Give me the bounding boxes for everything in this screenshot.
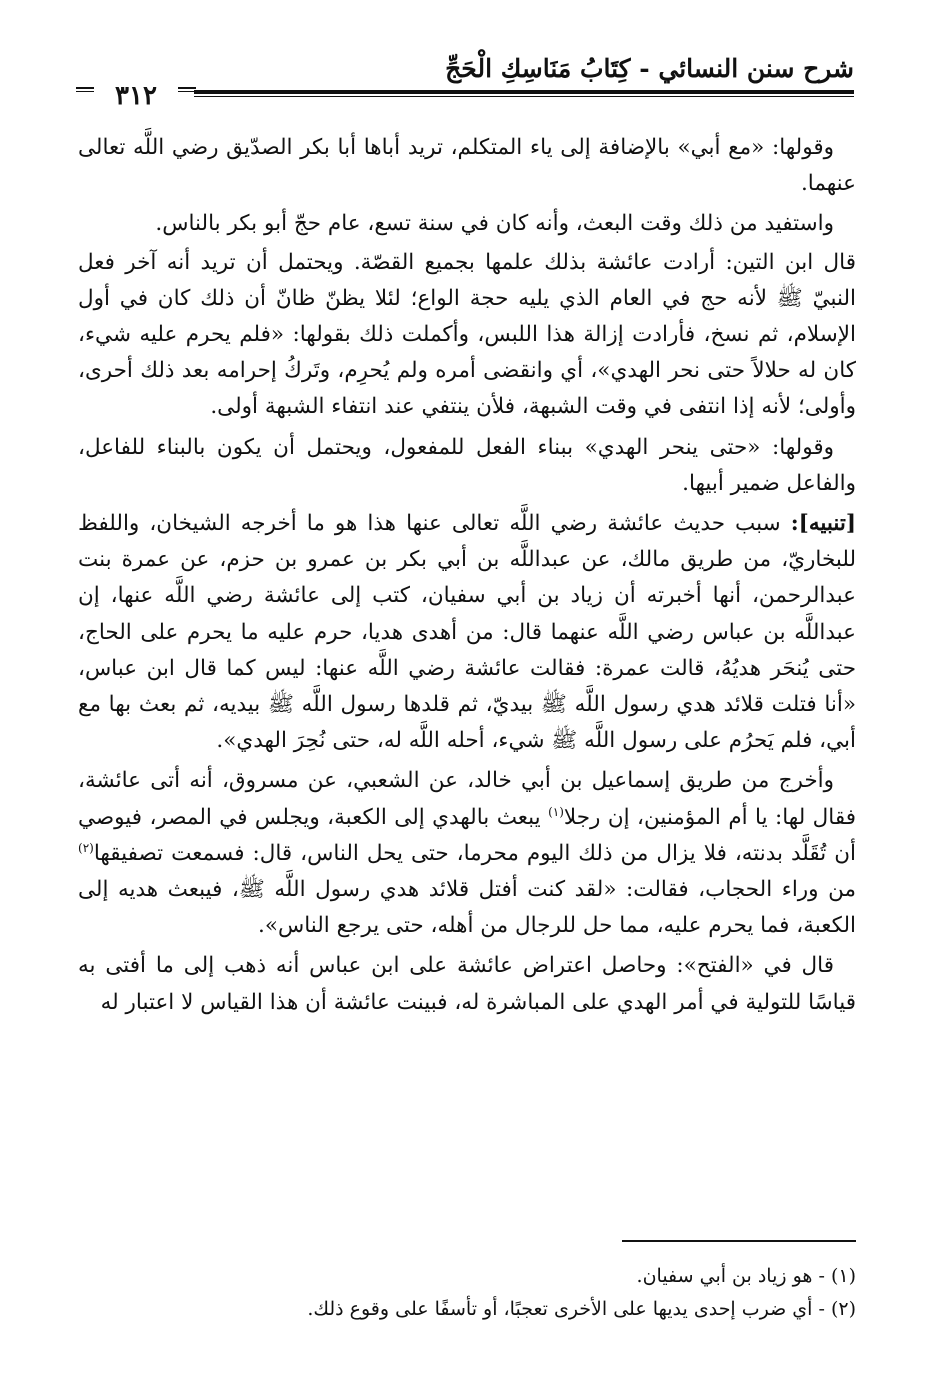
- paragraph-masruq: [78, 763, 856, 944]
- footnote-1: (١) - هو زياد بن أبي سفيان.: [636, 1265, 856, 1287]
- paragraph-bath-time: واستفيد من ذلك وقت البعث، وأنه كان في سنة تسع، عام حجّ أبو بكر بالناس.: [155, 211, 834, 237]
- footnote-ref-1[interactable]: (١): [548, 804, 564, 819]
- tanbih-label: [تنبيه]:: [790, 511, 856, 537]
- footnotes: [78, 1260, 856, 1326]
- paragraph-fath: قال في «الفتح»: وحاصل اعتراض عائشة على ابن عباس أنه ذهب إلى ما أفتى به قياسًا للتولية في أمر الهدي على المباشرة له، فبينت عائشة أن هذا القياس لا اعتبار له: [78, 953, 856, 1015]
- header-title: شرح سنن النسائي - كِتَابُ مَنَاسِكِ الْحَجِّ: [445, 54, 854, 83]
- paragraph-ma-abi: وقولها: «مع أبي» بالإضافة إلى ياء المتكلم، تريد أباها أبا بكر الصدّيق رضي اللَّه تعالى عنهما.: [78, 135, 856, 197]
- paragraph-ibn-tin: قال ابن التين: أرادت عائشة بذلك علمها بجميع القصّة. ويحتمل أن تريد أنه آخر فعل النبيّ ﷺ لأنه حج في العام الذي يليه حجة الواع؛ لئلا يظنّ ظانّ أن ذلك كان في أول الإسلام، ثم نسخ، فأرادت إزالة هذا اللبس، وأكملت ذلك بقولها: «فلم يحرم عليه شيء، كان له حلالاً حتى نحر الهدي»، أي وانقضى أمره ولم يُحرِم، وتَركُ إحرامه بعد ذلك أحرى، وأولى؛ لأنه إذا انتفى في وقت الشبهة، فلأن ينتفي عند انتفاء الشبهة أولى.: [78, 249, 856, 420]
- page-number: ٣١٢: [78, 80, 194, 112]
- footnote-ref-2[interactable]: (٢): [78, 840, 94, 855]
- paragraph-yanhar: وقولها: «حتى ينحر الهدي» ببناء الفعل للمفعول، ويحتمل أن يكون بالبناء للفاعل، والفاعل ضمير أبيها.: [78, 434, 856, 496]
- tanbih-text: سبب حديث عائشة رضي اللَّه تعالى عنها هذا هو ما أخرجه الشيخان، واللفظ للبخاريّ، من طريق مالك، عن عبداللَّه بن أبي بكر بن عمرو بن حزم، عن عمرة بنت عبدالرحمن، أنها أخبرته أن زياد بن أبي سفيان، كتب إلى عائشة رضي اللَّه عنها، إن عبداللَّه بن عباس رضي اللَّه عنهما قال: من أهدى هديا، حرم عليه ما يحرم على الحاج، حتى يُنحَر هديُهُ، قالت عمرة: فقالت عائشة رضي اللَّه عنها: ليس كما قال ابن عباس، «أنا فتلت قلائد هدي رسول اللَّه ﷺ بيديّ، ثم قلدها رسول اللَّه ﷺ بيديه، ثم بعث بها مع أبي، فلم يَحرُم على رسول اللَّه ﷺ شيء، أحله اللَّه له، حتى نُحِرَ الهدي».: [78, 511, 856, 754]
- masruq-text-2: يبعث بالهدي إلى الكعبة، ويجلس في المصر، فيوصي أن تُقَلَّد بدنته، فلا يزال من ذلك اليوم محرما، حتى يحل الناس، قال: فسمعت تصفيقها: [78, 804, 856, 866]
- running-header: [78, 52, 854, 122]
- footnote-separator: [622, 1240, 856, 1242]
- footnote-2: (٢) - أي ضرب إحدى يديها على الأخرى تعجبًا، أو تأسفًا على وقوع ذلك.: [307, 1298, 856, 1320]
- masruq-text-3: من وراء الحجاب، فقالت: «لقد كنت أفتل قلائد هدي رسول اللَّه ﷺ، فيبعث هديه إلى الكعبة، فما يحرم عليه، مما حل للرجال من أهله، حتى يرجع الناس».: [78, 877, 856, 939]
- main-text: [78, 130, 856, 1023]
- masruq-text-1: وأخرج من طريق إسماعيل بن أبي خالد، عن الشعبي، عن مسروق، أنه أتى عائشة، فقال لها: يا أم المؤمنين، إن رجلا: [78, 768, 856, 830]
- paragraph-tanbih: [78, 506, 856, 759]
